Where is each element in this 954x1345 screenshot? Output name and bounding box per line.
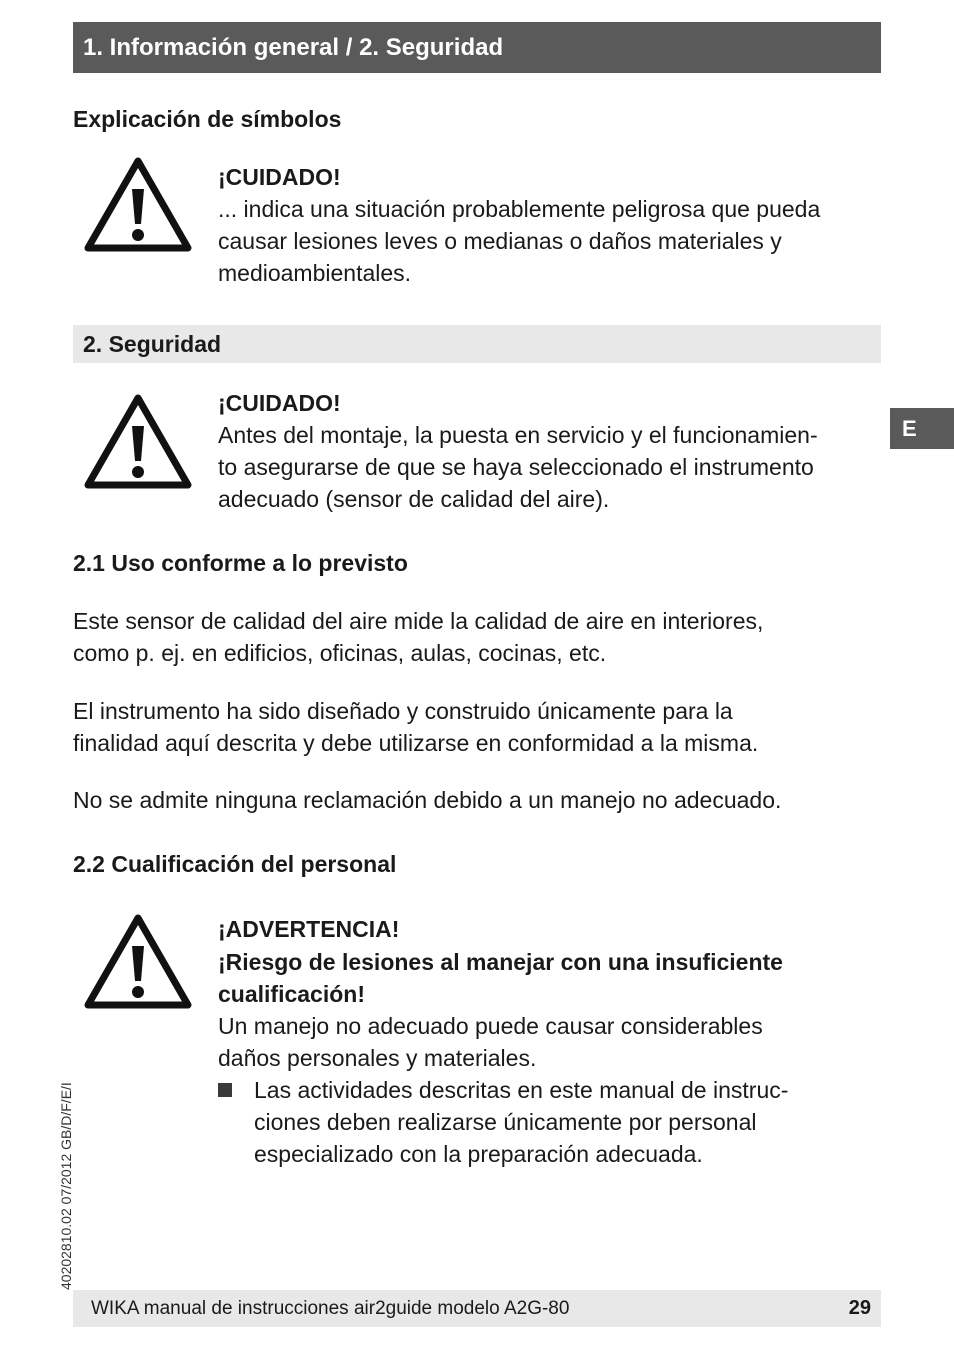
- caution-text: ... indica una situación probablemente peligrosa que pueda causar lesiones leves o medianas o daños materiales y medioambientales.: [218, 196, 821, 286]
- paragraph: Este sensor de calidad del aire mide la calidad de aire en interiores, como p. ej. en edificios, oficinas, aulas, cocinas, etc.: [73, 608, 764, 666]
- language-tab: E: [890, 408, 954, 449]
- symbols-heading: Explicación de símbolos: [73, 106, 342, 132]
- warning-triangle-icon: [83, 393, 193, 491]
- footer-text: WIKA manual de instrucciones air2guide modelo A2G-80: [91, 1298, 570, 1319]
- warning-subtitle: ¡Riesgo de lesiones al manejar con una insuficiente cualificación!: [218, 949, 783, 1007]
- paragraph: No se admite ninguna reclamación debido a un manejo no adecuado.: [73, 787, 782, 813]
- paragraph: El instrumento ha sido diseñado y construido únicamente para la finalidad aquí descrita y debe utilizarse en conformidad a la misma.: [73, 698, 759, 756]
- section-heading: 2. Seguridad: [73, 325, 881, 363]
- page-footer: [73, 1290, 881, 1327]
- page-header: 1. Información general / 2. Seguridad: [73, 22, 881, 73]
- caution-text: Antes del montaje, la puesta en servicio y el funcionamien- to asegurarse de que se haya seleccionado el instrumento adecuado (sensor de calidad del aire).: [218, 422, 818, 512]
- subsection-heading: 2.1 Uso conforme a lo previsto: [73, 550, 408, 576]
- warning-triangle-icon: [83, 156, 193, 254]
- warning-triangle-icon: [83, 913, 193, 1011]
- bullet-square-icon: [218, 1083, 232, 1097]
- subsection-heading: 2.2 Cualificación del personal: [73, 851, 397, 877]
- caution-title: ¡CUIDADO!: [218, 390, 341, 416]
- page-number: 29: [848, 1297, 871, 1319]
- warning-text: Un manejo no adecuado puede causar considerables daños personales y materiales.: [218, 1013, 763, 1071]
- document-code: 40202810.02 07/2012 GB/D/F/E/I: [58, 1082, 74, 1290]
- caution-title: ¡CUIDADO!: [218, 164, 341, 190]
- warning-title: ¡ADVERTENCIA!: [218, 916, 400, 942]
- bullet-item: Las actividades descritas en este manual de instruc- ciones deben realizarse únicamente por personal especializado con la preparación adecuada.: [218, 1074, 858, 1170]
